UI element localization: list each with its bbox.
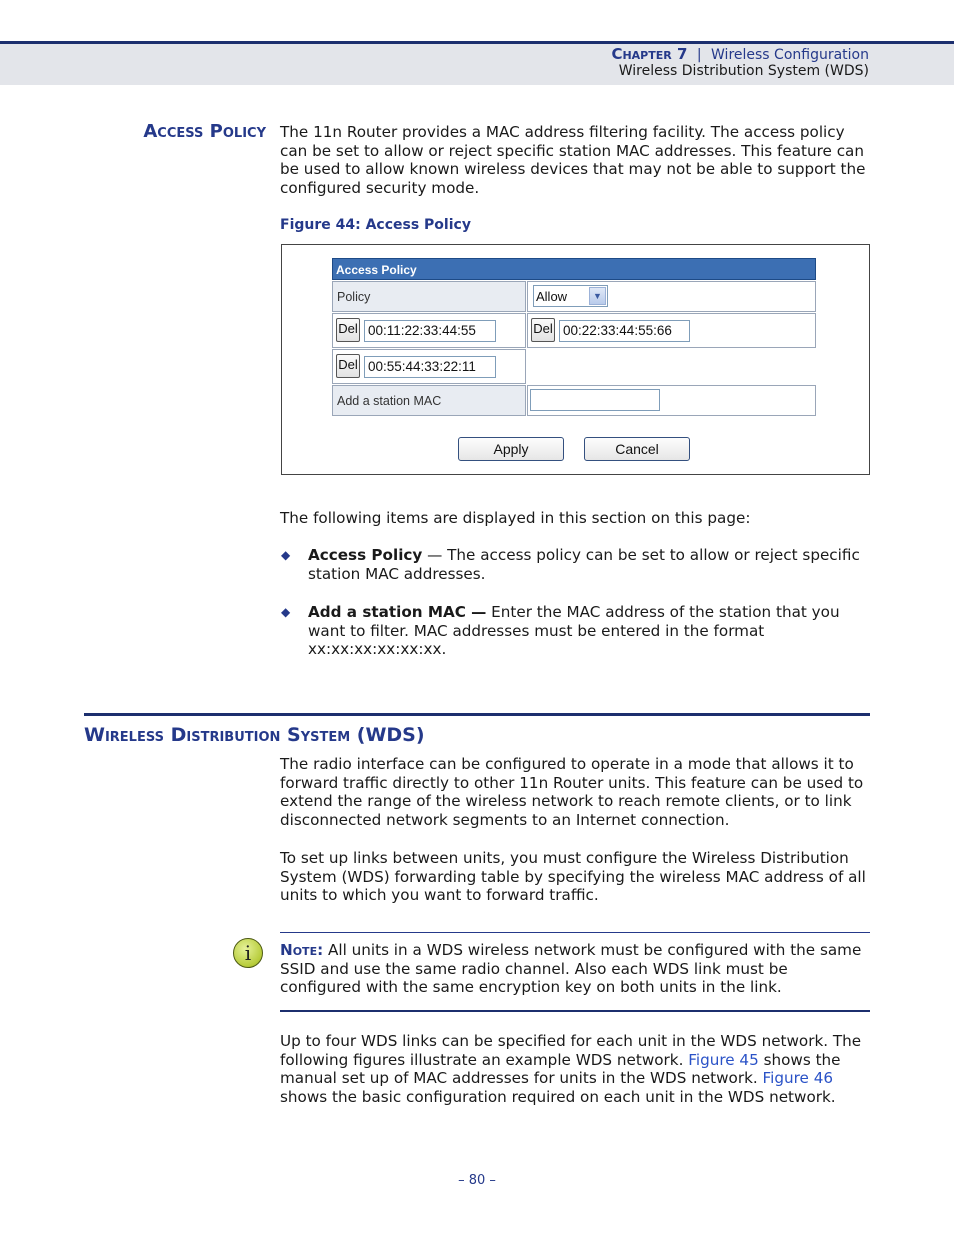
wds-paragraph-3	[280, 1032, 870, 1107]
chapter-label: Chapter 7	[611, 45, 688, 63]
policy-label: Policy	[337, 290, 371, 304]
policy-select-value: Allow	[536, 289, 568, 304]
paragraph-text: shows the manual set up of MAC addresses for units in the WDS network.	[280, 1050, 841, 1088]
paragraph-text: Up to four WDS links can be specified for each unit in the WDS network. The following figures illustrate an example WDS network.	[280, 1032, 862, 1069]
wds-paragraph-1: The radio interface can be configured to operate in a mode that allows it to forward traffic directly to other 11n Router units. This feature can be used to extend the range of the wireless network to reach remote clients, or to link disconnected network segments to an Internet connection.	[280, 755, 864, 830]
add-station-label: Add a station MAC	[337, 394, 442, 408]
add-station-mac-input[interactable]	[530, 389, 660, 411]
note-top-rule	[280, 932, 870, 933]
mac-entry: 00:22:33:44:55:66	[559, 320, 690, 342]
items-intro: The following items are displayed in this section on this page:	[280, 509, 751, 527]
policy-label-cell	[332, 281, 526, 312]
section-rule	[84, 713, 870, 716]
page-number: – 80 –	[458, 1173, 496, 1188]
diamond-icon: ◆	[281, 548, 291, 562]
header-subtitle: Wireless Distribution System (WDS)	[618, 63, 869, 79]
wds-paragraph-2: To set up links between units, you must configure the Wireless Distribution System (WDS) forwarding table by specifying the wireless MAC address of all units to which you want to forward traffic.	[280, 849, 866, 905]
header-separator: |	[696, 47, 702, 63]
chapter-title: Wireless Configuration	[711, 47, 869, 63]
list-item-desc: Enter the MAC address of the station that you want to filter. MAC addresses must be entered in the format xx:xx:xx:xx:xx:xx.	[308, 603, 840, 659]
list-item-term: Add a station MAC —	[308, 603, 487, 621]
mac-entry: 00:11:22:33:44:55	[364, 320, 496, 342]
delete-mac-button[interactable]: Del	[531, 318, 555, 342]
delete-mac-button[interactable]: Del	[336, 354, 360, 378]
figure-caption: Figure 44: Access Policy	[280, 217, 471, 233]
note-bottom-rule	[280, 1010, 870, 1012]
paragraph-text: shows the basic configuration required on each unit in the WDS network.	[280, 1088, 836, 1107]
list-item	[308, 603, 868, 659]
info-icon: i	[233, 938, 263, 968]
figure-45-link[interactable]: Figure 45	[688, 1050, 759, 1069]
cancel-button[interactable]: Cancel	[584, 437, 690, 461]
delete-mac-button[interactable]: Del	[336, 318, 360, 342]
list-item-term: Access Policy	[308, 546, 423, 564]
note-text: All units in a WDS wireless network must be configured with the same SSID and use the same radio channel. Also each WDS link must be configured with the same encryption key on both units in the link.	[280, 941, 862, 997]
figure-46-link[interactable]: Figure 46	[762, 1069, 834, 1088]
note-block	[280, 941, 870, 997]
list-item	[308, 546, 871, 583]
access-policy-panel-title: Access Policy	[332, 258, 816, 280]
apply-button[interactable]: Apply	[458, 437, 564, 461]
access-policy-intro: The 11n Router provides a MAC address filtering facility. The access policy can be set to allow or reject specific station MAC addresses. This feature can be used to allow known wireless devices that may not be able to support the configured security mode.	[280, 123, 866, 198]
diamond-icon: ◆	[281, 605, 291, 619]
list-item-desc: — The access policy can be set to allow or reject specific station MAC addresses.	[308, 546, 860, 583]
policy-select[interactable]	[533, 285, 608, 307]
mac-entry: 00:55:44:33:22:11	[364, 356, 496, 378]
section-title-access-policy: Access Policy	[143, 121, 266, 142]
chevron-down-icon[interactable]: ▼	[589, 287, 606, 305]
note-label: Note:	[280, 941, 324, 959]
section-title-wds: Wireless Distribution System (WDS)	[84, 724, 425, 746]
add-station-label-cell	[332, 385, 526, 416]
running-header	[611, 45, 869, 63]
